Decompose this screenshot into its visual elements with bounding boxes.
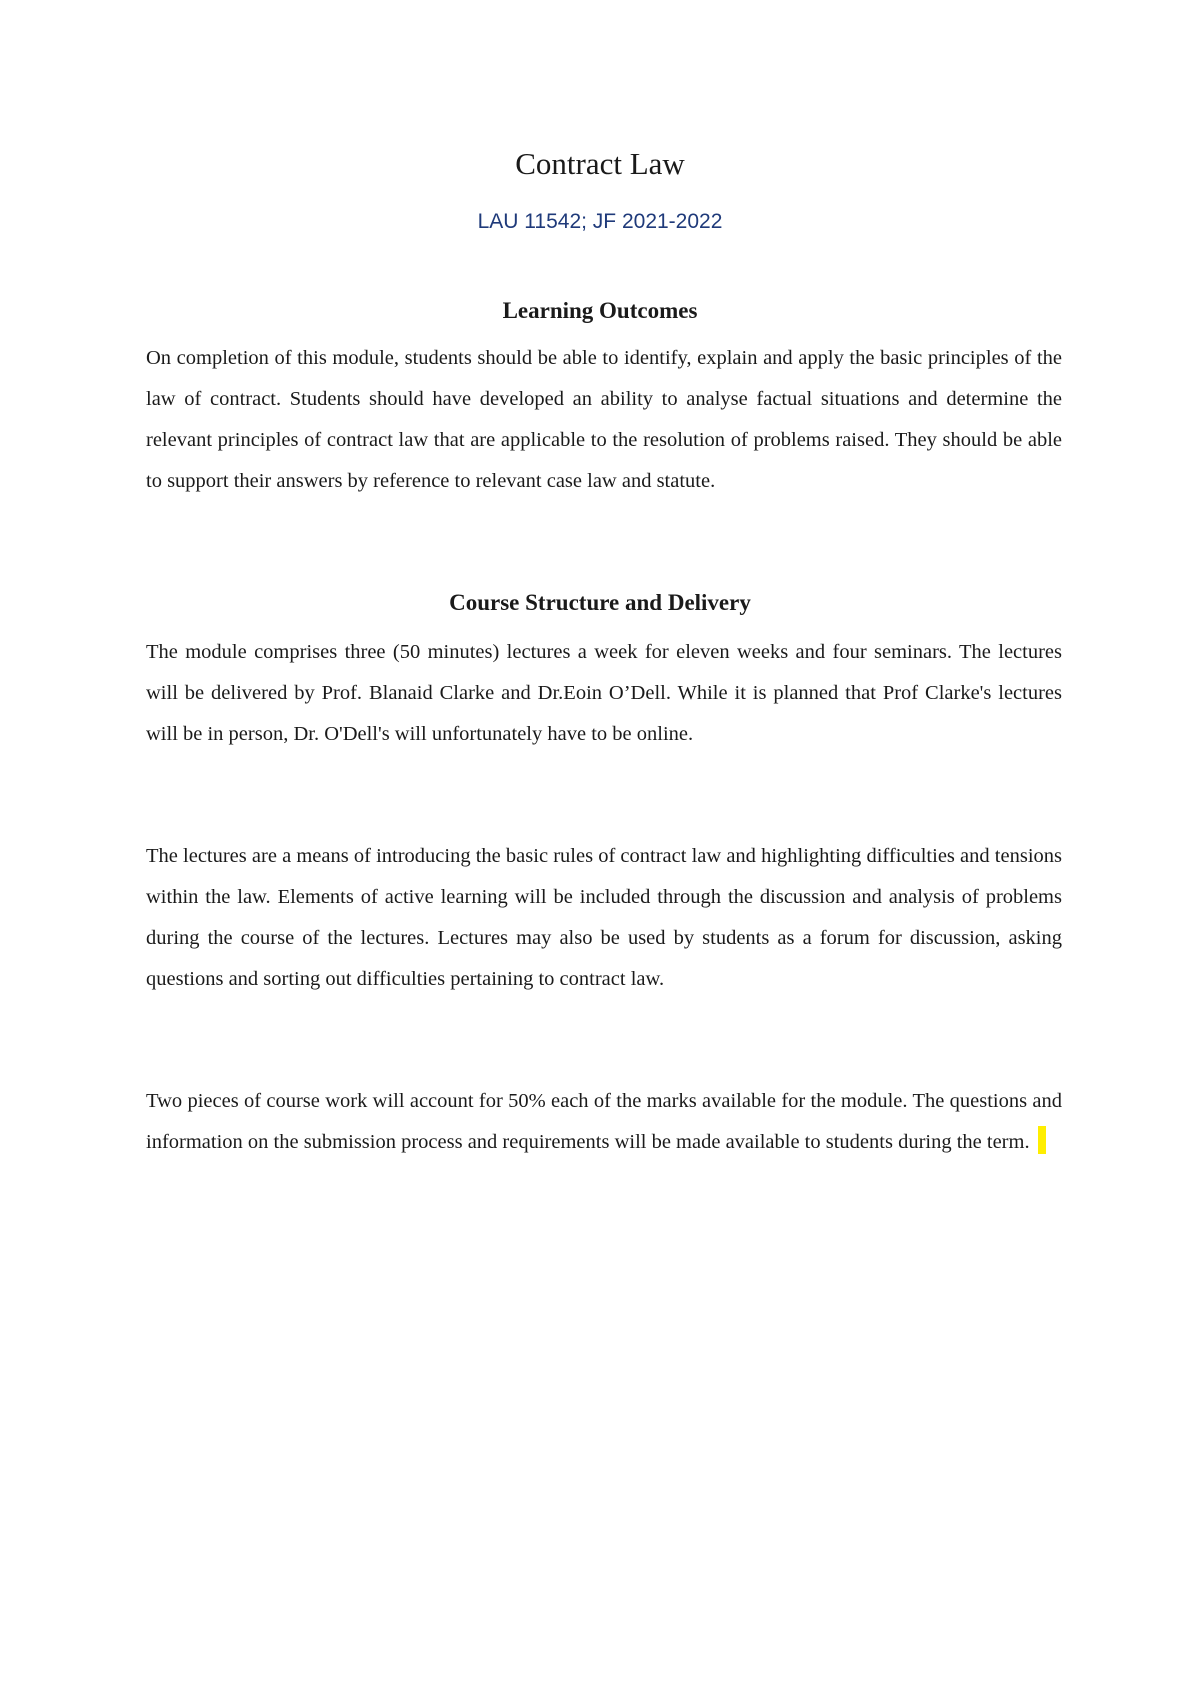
course-structure-paragraph-1: The module comprises three (50 minutes) lectures a week for eleven weeks and four seminars. The lectures will be delivered by Prof. Blanaid Clarke and Dr.Eoin O’Dell. While it is planned that Prof Clarke's lectures will be in person, Dr. O'Dell's will unfortunately have to be online.	[146, 641, 1062, 745]
course-structure-paragraph-2: The lectures are a means of introducing the basic rules of contract law and highlighting difficulties and tensions within the law. Elements of active learning will be included through the discussion and analysis of problems during the course of the lectures. Lectures may also be used by students as a forum for discussion, asking questions and sorting out difficulties pertaining to contract law.	[146, 845, 1062, 990]
module-code-subtitle: LAU 11542; JF 2021-2022	[477, 210, 723, 233]
course-structure-paragraph-3-text: Two pieces of course work will account for 50% each of the marks available for the module. The questions and information on the submission process and requirements will be made available to students during the term.	[146, 1090, 1062, 1153]
document-title: Contract Law	[515, 146, 685, 181]
learning-outcomes-paragraph: On completion of this module, students should be able to identify, explain and apply the basic principles of the law of contract. Students should have developed an ability to analyse factual situations and determine the relevant principles of contract law that are applicable to the resolution of problems raised. They should be able to support their answers by reference to relevant case law and statute.	[146, 347, 1062, 492]
text-highlight-marker	[1038, 1126, 1046, 1154]
course-structure-paragraph-3	[146, 1081, 1062, 1163]
section-heading-course-structure: Course Structure and Delivery	[449, 590, 751, 615]
section-heading-learning-outcomes: Learning Outcomes	[502, 298, 698, 323]
